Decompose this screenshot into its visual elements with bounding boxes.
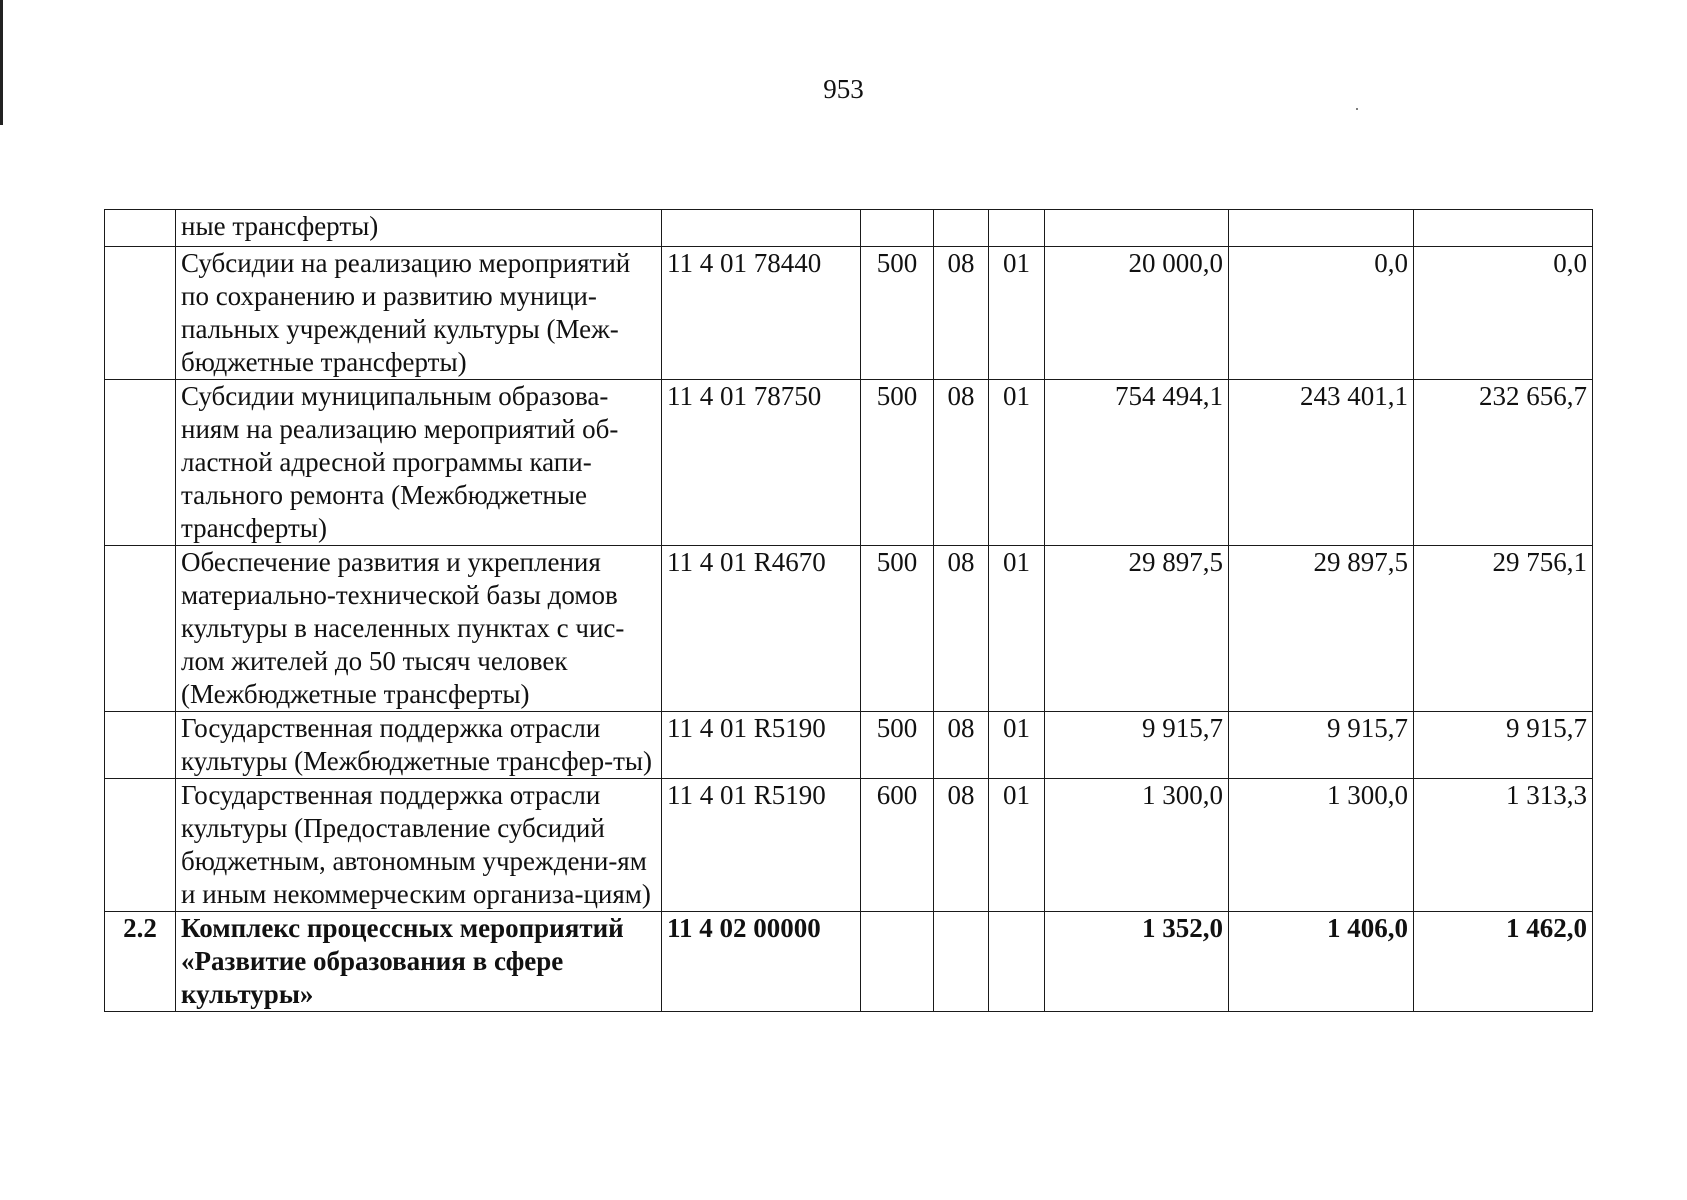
row-sum-3: 29 756,1 <box>1414 546 1593 712</box>
row-sum-2: 1 406,0 <box>1229 912 1414 1012</box>
row-number: 2.2 <box>105 912 176 1012</box>
row-sum-1 <box>1045 210 1229 247</box>
row-name: Обеспечение развития и укрепления материально-технической базы домов культуры в населенных пунктах с чис-лом жителей до 50 тысяч человек (Межбюджетные трансферты) <box>176 546 662 712</box>
row-sum-3: 1 313,3 <box>1414 779 1593 912</box>
row-pr: 01 <box>989 380 1045 546</box>
row-vr: 600 <box>861 779 934 912</box>
row-vr: 500 <box>861 247 934 380</box>
row-number <box>105 380 176 546</box>
row-rz <box>934 210 989 247</box>
row-code: 11 4 01 78750 <box>662 380 861 546</box>
table-row <box>105 380 1593 546</box>
row-sum-3 <box>1414 210 1593 247</box>
page-edge-line <box>0 0 3 125</box>
row-name: Субсидии муниципальным образова-ниям на реализацию мероприятий об-ластной адресной программы капи-тального ремонта (Межбюджетные трансферты) <box>176 380 662 546</box>
row-name: ные трансферты) <box>176 210 662 247</box>
row-sum-1: 754 494,1 <box>1045 380 1229 546</box>
row-sum-3: 1 462,0 <box>1414 912 1593 1012</box>
row-vr <box>861 210 934 247</box>
row-name: Субсидии на реализацию мероприятий по сохранению и развитию муници-пальных учреждений культуры (Меж-бюджетные трансферты) <box>176 247 662 380</box>
row-pr: 01 <box>989 712 1045 779</box>
row-sum-2: 29 897,5 <box>1229 546 1414 712</box>
row-code: 11 4 01 R5190 <box>662 712 861 779</box>
row-vr: 500 <box>861 380 934 546</box>
row-sum-3: 232 656,7 <box>1414 380 1593 546</box>
row-rz: 08 <box>934 779 989 912</box>
row-pr <box>989 210 1045 247</box>
table-row <box>105 779 1593 912</box>
row-rz <box>934 912 989 1012</box>
row-number <box>105 210 176 247</box>
row-sum-2: 9 915,7 <box>1229 712 1414 779</box>
row-rz: 08 <box>934 380 989 546</box>
row-sum-1: 9 915,7 <box>1045 712 1229 779</box>
row-code: 11 4 01 R5190 <box>662 779 861 912</box>
row-rz: 08 <box>934 546 989 712</box>
row-vr: 500 <box>861 712 934 779</box>
row-sum-2: 1 300,0 <box>1229 779 1414 912</box>
row-vr <box>861 912 934 1012</box>
row-name: Государственная поддержка отрасли культуры (Межбюджетные трансфер-ты) <box>176 712 662 779</box>
budget-table <box>104 209 1593 1012</box>
row-sum-3: 0,0 <box>1414 247 1593 380</box>
row-sum-1: 1 300,0 <box>1045 779 1229 912</box>
row-pr: 01 <box>989 779 1045 912</box>
row-rz: 08 <box>934 712 989 779</box>
row-code: 11 4 01 R4670 <box>662 546 861 712</box>
row-sum-1: 1 352,0 <box>1045 912 1229 1012</box>
table-row <box>105 210 1593 247</box>
row-sum-3: 9 915,7 <box>1414 712 1593 779</box>
row-sum-2: 0,0 <box>1229 247 1414 380</box>
row-rz: 08 <box>934 247 989 380</box>
row-number <box>105 247 176 380</box>
row-code: 11 4 02 00000 <box>662 912 861 1012</box>
row-pr: 01 <box>989 247 1045 380</box>
row-pr <box>989 912 1045 1012</box>
table-row <box>105 912 1593 1012</box>
row-code: 11 4 01 78440 <box>662 247 861 380</box>
row-name: Комплекс процессных мероприятий «Развитие образования в сфере культуры» <box>176 912 662 1012</box>
table-row <box>105 546 1593 712</box>
row-sum-2: 243 401,1 <box>1229 380 1414 546</box>
row-sum-1: 29 897,5 <box>1045 546 1229 712</box>
row-pr: 01 <box>989 546 1045 712</box>
row-number <box>105 546 176 712</box>
page-number: 953 <box>823 74 864 104</box>
row-number <box>105 712 176 779</box>
row-sum-1: 20 000,0 <box>1045 247 1229 380</box>
row-number <box>105 779 176 912</box>
row-sum-2 <box>1229 210 1414 247</box>
row-name: Государственная поддержка отрасли культуры (Предоставление субсидий бюджетным, автономным учреждени-ям и иным некоммерческим организа-циям) <box>176 779 662 912</box>
table-row <box>105 712 1593 779</box>
scan-speck <box>1356 108 1358 110</box>
row-vr: 500 <box>861 546 934 712</box>
row-code <box>662 210 861 247</box>
table-row <box>105 247 1593 380</box>
